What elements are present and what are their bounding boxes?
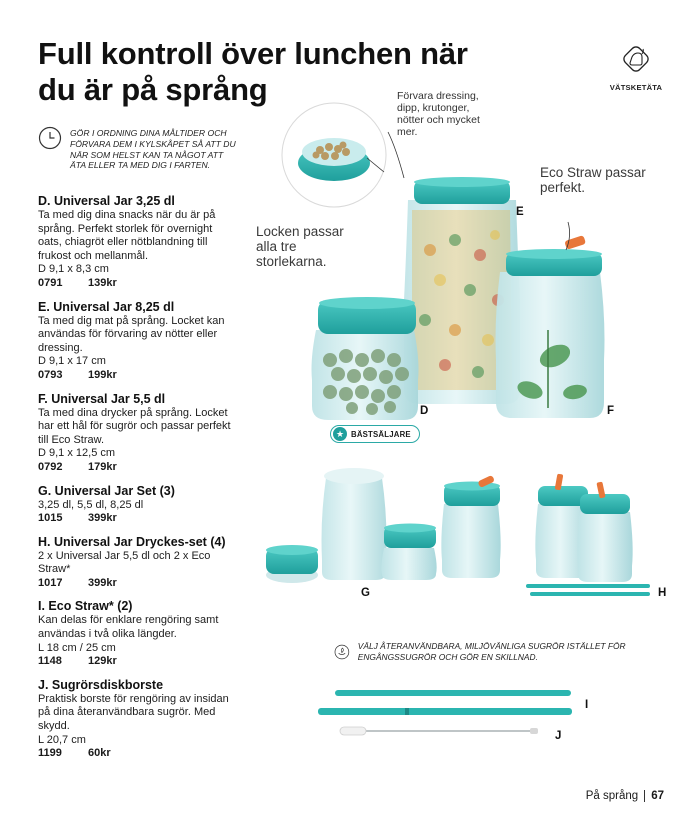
product-price: 199kr (88, 368, 117, 381)
product-description: Ta med dina drycker på språng. Locket har ett hål för sugrör och passar perfekt till Eco Straw. (38, 406, 231, 446)
leakproof-badge (606, 42, 666, 92)
product-description: 2 x Universal Jar 5,5 dl och 2 x Eco Straw* (38, 549, 211, 576)
footer-divider (644, 790, 645, 802)
product-title: D. Universal Jar 3,25 dl (38, 194, 175, 208)
product-dimensions: D 9,1 x 8,3 cm (38, 263, 109, 276)
product-price: 399kr (88, 576, 117, 589)
product-title: F. Universal Jar 5,5 dl (38, 391, 166, 406)
product-code: 1199 (38, 747, 62, 760)
annotation-eco-straw: Eco Straw passar perfekt. (540, 165, 646, 195)
product-price: 129kr (88, 655, 117, 668)
product-title: H. Universal Jar Dryckes-set (4) (38, 534, 226, 549)
product-code: 0791 (38, 276, 63, 289)
product-dimensions: L 18 cm / 25 cm (38, 641, 116, 654)
product-dimensions: D 9,1 x 17 cm (38, 355, 106, 368)
product-code: 0793 (38, 368, 63, 381)
product-price: 399kr (88, 512, 117, 525)
jar-d (312, 297, 419, 420)
letter-j: J (555, 730, 562, 742)
product-title: G. Universal Jar Set (3) (38, 483, 175, 498)
product-description: 3,25 dl, 5,5 dl, 8,25 dl (38, 498, 144, 511)
letter-g: G (361, 587, 370, 599)
drink-set-h (526, 474, 650, 596)
letter-h: H (658, 587, 667, 599)
straw-brush-j (340, 727, 538, 735)
eco-note-text: VÄLJ ÅTERANVÄNDBARA, MILJÖVÄNLIGA SUGRÖR ISTÄLLET FÖR ENGÅNGSSUGRÖR OCH GÖR EN SKILLNAD. (357, 641, 626, 662)
leakproof-label: VÄTSKETÄTA (609, 83, 663, 92)
drop-proof-icon (619, 42, 653, 76)
product-price: 139kr (88, 276, 117, 289)
product-dimensions: L 20,7 cm (38, 733, 86, 746)
letter-i: I (585, 699, 589, 711)
product-title: I. Eco Straw* (2) (38, 599, 133, 614)
leaf-hand-icon (334, 640, 350, 664)
product-price: 179kr (88, 460, 117, 473)
jar-set-g (266, 468, 501, 583)
letter-d: D (420, 405, 429, 417)
product-title: J. Sugrörsdiskborste (38, 677, 164, 692)
product-code: 1017 (38, 576, 63, 589)
product-description: Ta med dig mat på språng. Locket kan användas för förvaring av nötter eller dressing. (38, 314, 225, 354)
product-dimensions: D 9,1 x 12,5 cm (38, 447, 116, 460)
product-code: 1148 (38, 655, 62, 668)
eco-straw-i (318, 690, 572, 715)
product-code: 0792 (38, 460, 63, 473)
star-icon: ★ (333, 427, 347, 441)
product-description: Kan delas för enklare rengöring samt användas i två olika längder. (38, 614, 219, 641)
page-number: 67 (651, 790, 664, 802)
bestseller-badge (330, 425, 420, 443)
letter-e: E (516, 206, 524, 218)
eco-note (334, 640, 654, 664)
footer-section: På språng (585, 790, 639, 802)
page-title: Full kontroll över lunchen när du är på språng (38, 36, 468, 107)
dressing-pointer (388, 132, 404, 178)
bestseller-label: BÄSTSÄLJARE (351, 429, 411, 439)
annotation-lids: Locken passar alla tre storlekarna. (256, 224, 344, 269)
lid-snack-inset (282, 103, 386, 207)
letter-f: F (607, 405, 615, 417)
product-code: 1015 (38, 512, 63, 525)
product-price: 60kr (88, 747, 111, 760)
page-footer (586, 790, 664, 802)
annotation-dressing: Förvara dressing, dipp, krutonger, nötter och mycket mer. (397, 90, 480, 138)
product-description: Praktisk borste för rengöring av insidan på dina återanvändbara sugrör. Med skydd. (38, 692, 229, 733)
product-title: E. Universal Jar 8,25 dl (38, 299, 175, 314)
product-description: Ta med dig dina snacks när du är på språng. Perfekt storlek för overnight oats, chiagröt eller nötblandning till frukost och mellanmål. (38, 209, 216, 262)
fridge-tip-text: GÖR I ORDNING DINA MÅLTIDER OCH FÖRVARA DEM I KYLSKÅPET SÅ ATT DU NÄR SOM HELST KAN TA NÅGOT ATT ÄTA ELLER TA MED DIG I FARTEN. (70, 128, 236, 171)
